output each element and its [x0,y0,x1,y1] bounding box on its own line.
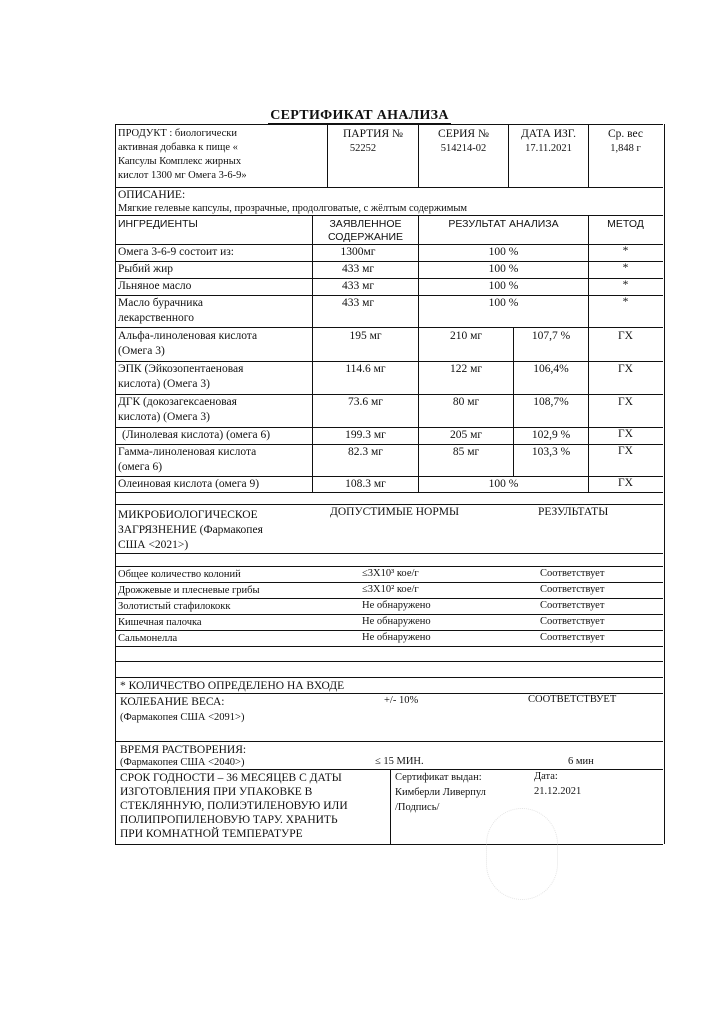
shelf-life-line-1: СРОК ГОДНОСТИ – 36 МЕСЯЦЕВ С ДАТЫ [120,772,342,784]
micro-heading-2: ЗАГРЯЗНЕНИЕ (Фармакопея [118,524,263,536]
input-note: * КОЛИЧЕСТВО ОПРЕДЕЛЕНО НА ВХОДЕ [120,680,345,692]
shelf-life-line-2: ИЗГОТОВЛЕНИЯ ПРИ УПАКОВКЕ В [120,786,313,798]
dissolution-result: 6 мин [568,756,594,767]
shelf-life-line-3: СТЕКЛЯННУЮ, ПОЛИЭТИЛЕНОВУЮ ИЛИ [120,800,348,812]
shelf-life-line-5: ПРИ КОМНАТНОЙ ТЕМПЕРАТУРЕ [120,828,303,840]
weight-variation-norm: +/- 10% [384,695,419,706]
product-label: ПРОДУКТ : биологически [118,128,237,139]
product-line-4: кислот 1300 мг Омега 3-6-9» [118,170,247,181]
series-value: 514214-02 [440,143,487,154]
date-label: ДАТА ИЗГ. [520,128,577,140]
col-declared-1: ЗАЯВЛЕННОЕ [329,218,402,230]
batch-label: ПАРТИЯ № [343,128,403,140]
weight-variation-pharmacopeia: (Фармакопея США <2091>) [120,712,245,723]
weight-value: 1,848 г [610,143,641,154]
description-text: Мягкие гелевые капсулы, прозрачные, продолговатые, с жёлтым содержимым [118,203,468,214]
document-title: СЕРТИФИКАТ АНАЛИЗА [270,108,449,123]
weight-variation-result: СООТВЕТСТВУЕТ [528,694,617,705]
issued-label: Сертификат выдан: [395,772,482,783]
micro-heading-3: США <2021>) [118,539,189,551]
weight-variation-label: КОЛЕБАНИЕ ВЕСА: [120,696,225,708]
weight-label: Ср. вес [607,128,644,140]
shelf-life-line-4: ПОЛИПРОПИЛЕНОВУЮ ТАРУ. ХРАНИТЬ [120,814,338,826]
micro-heading-1: МИКРОБИОЛОГИЧЕСКОЕ [118,509,258,521]
col-method: МЕТОД [607,218,644,230]
dissolution-norm: ≤ 15 МИН. [375,756,424,767]
batch-value: 52252 [349,143,377,154]
col-ingredients: ИНГРЕДИЕНТЫ [118,218,198,230]
issue-date-label: Дата: [534,771,558,782]
micro-norms-label: ДОПУСТИМЫЕ НОРМЫ [330,506,460,518]
series-label: СЕРИЯ № [438,128,489,140]
micro-results-label: РЕЗУЛЬТАТЫ [538,506,609,518]
col-declared-2: СОДЕРЖАНИЕ [327,231,404,243]
signature-label: /Подпись/ [395,802,440,813]
col-result: РЕЗУЛЬТАТ АНАЛИЗА [448,218,559,230]
issued-name: Кимберли Ливерпул [395,787,486,798]
stamp-mark [486,808,558,900]
date-value: 17.11.2021 [525,143,572,154]
description-label: ОПИСАНИЕ: [118,189,186,201]
product-line-3: Капсулы Комплекс жирных [118,156,242,167]
issue-date-value: 21.12.2021 [534,786,582,797]
dissolution-pharmacopeia: (Фармакопея США <2040>) [120,757,245,768]
product-line-2: активная добавка к пище « [118,142,238,153]
dissolution-label: ВРЕМЯ РАСТВОРЕНИЯ: [120,744,247,756]
